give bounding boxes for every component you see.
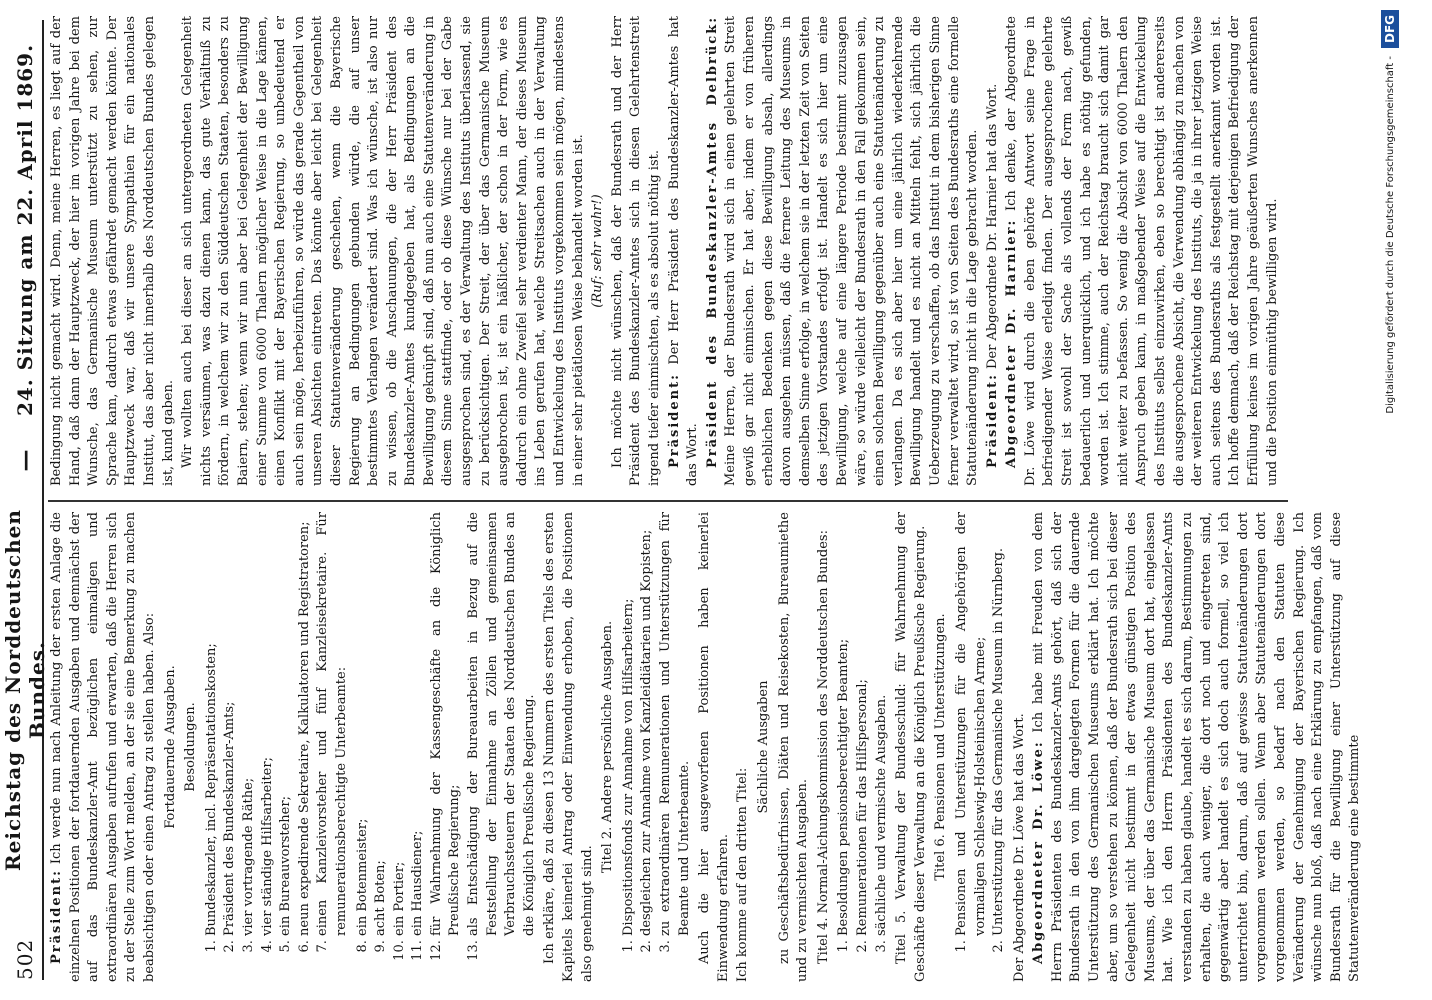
speech-text: Der Herr Präsident des Bundeskanzler-Amtes hat das Wort. xyxy=(666,16,701,486)
numbered-list xyxy=(203,512,352,982)
numbered-list xyxy=(835,512,891,982)
list-item: 2. desgleichen zur Annahme von Kanzleidiätarien und Kopisten; xyxy=(638,512,657,936)
page-number: 502 xyxy=(13,938,37,980)
list-item: 6. neun expedirende Sekretaire, Kalkulatoren und Registratoren; xyxy=(296,512,315,936)
column-divider xyxy=(48,500,1288,502)
speaker-name: Präsident: xyxy=(49,869,64,964)
digitization-note: Digitalisierung gefördert durch die Deutsche Forschungsgemeinschaft - xyxy=(1384,56,1396,414)
numbered-list xyxy=(953,512,1009,982)
list-item: 2. Remunerationen für das Hilfspersonal; xyxy=(854,512,873,936)
section-heading: Titel 2. Andere persönliche Ausgaben. xyxy=(600,620,616,874)
stage-direction: (Ruf: sehr wahr!) xyxy=(590,194,606,308)
list-item: 3. sächliche und vermischte Ausgaben. xyxy=(873,512,892,936)
speech-text: Ich werde nun nach Anleitung der ersten Anlage die einzelnen Positionen der fortdauernden Ausgaben und demnächst der auf das Bundeskanzler-Amt bezüglichen einmaligen und extraordinären Ausgaben aufrufen und erwarten, daß die Herren sich zu der Stelle zum Wort melden, an der sie eine Bemerkung zu machen beabsichtigen oder einen Antrag zu stellen haben. Also: xyxy=(49,511,157,982)
paragraph xyxy=(666,16,703,486)
list-item: 1. Bundeskanzler, incl. Repräsentationskosten; xyxy=(203,512,222,936)
paragraph: Wir wollten auch bei dieser an sich untergeordneten Gelegenheit nichts versäumen, was dazu dienen kann, das gute Verhältniß zu fördern, in welchem wir zu den Süddeutschen Staaten, besonders zu Baiern, stehen; wenn wir nun aber bei Gelegenheit der Bewilligung einer Summe von 6000 Thalern möglicher Weise in die Lage kämen, einen Konflikt mit der Bayerischen Regierung, so unbedeutend er auch sein möge, herbeizuführen, so würde das gerade Gegentheil von unseren Absichten eintreten. Das könnte aber leicht bei Gelegenheit dieser Statutenveränderung geschehen, wenn die Bayerische Regierung an Bedingungen gebunden würde, die auf unser bestimmtes Verlangen verändert sind. Was ich wünsche, ist also nur zu wissen, ob die Anschauungen, die der Herr Präsident des Bundeskanzler-Amtes kundgegeben hat, als Bedingungen an die Bewilligung geknüpft sind, daß nun auch eine Statutenveränderung in diesem Sinne stattfinde, oder ob diese Wünsche nur bei der Gabe ausgesprochen sind, es der Verwaltung des Instituts überlassend, sie zu berücksichtigen. Der Streit, der über das Germanische Museum ausgebrochen ist, ist ein häßlicher, der schon in der Form, wie es dadurch ein ohne Zweifel sehr verdienter Mann, der dieses Museum ins Leben gerufen hat, welche Streitsachen auch in der Verwaltung und Entwickelung des Instituts vorgekommen sein mögen, mindestens in einer sehr pietätlosen Weise behandelt worden ist. xyxy=(180,16,586,486)
list-item: 5. ein Bureauvorsteher; xyxy=(277,512,296,936)
paragraph: Titel 5. Verwaltung der Bundesschuld: für Wahrnehmung der Geschäfte dieser Verwaltung an die Königlich Preußische Regierung. xyxy=(894,512,928,982)
paragraph: Ich möchte nicht wünschen, daß der Bundesrath und der Herr Präsident des Bundeskanzler-Amtes sich in diesen Gelehrtenstreit irgend tiefer einmischten, als es absolut nöthig ist. xyxy=(609,16,662,486)
session-title: 24. Sitzung am 22. April 1869. xyxy=(13,43,37,417)
list-item: 7. einen Kanzleivorsteher und fünf Kanzleisekretaire. Für remunerationsberechtigte Unterbeamte: xyxy=(314,512,351,936)
speaker-name: Abgeordneter Dr. Löwe: xyxy=(1031,740,1047,964)
speaker-name: Abgeordneter Dr. Harnier: xyxy=(1004,218,1020,468)
list-item: 9. acht Boten; xyxy=(372,512,391,936)
speaker-name: Präsident: xyxy=(666,373,682,468)
speech-text: Der Abgeordnete Dr. Harnier hat das Wort. xyxy=(984,83,1000,369)
paragraph: Ich komme auf den dritten Titel: xyxy=(735,767,751,982)
list-item: 11. ein Hausdiener; xyxy=(409,512,428,936)
list-item: 2. Unterstützung für das Germanische Museum in Nürnberg. xyxy=(990,512,1009,936)
speaker-name: Präsident: xyxy=(984,373,1000,468)
digitization-credit xyxy=(1360,10,1420,990)
list-item: 1. Pensionen und Unterstützungen für die Angehörigen der vormaligen Schleswig-Holsteinischen Armee; xyxy=(953,512,990,936)
paragraph: Ich erkläre, daß zu diesen 13 Nummern des ersten Titels des ersten Kapitels keinerlei Antrag oder Einwendung erhoben, die Positionen also genehmigt sind. xyxy=(542,512,595,982)
section-heading: Titel 4. Normal-Aichungskommission des Norddeutschen Bundes: xyxy=(815,530,831,964)
list-item: 13. als Entschädigung der Bureauarbeiten in Bezug auf die Feststellung der Einnahme an Zöllen und gemeinsamen Verbrauchssteuern der Staaten des Norddeutschen Bundes an die Königlich Preußische Regierung. xyxy=(465,512,539,936)
dfg-logo: DFG xyxy=(1381,10,1399,48)
section-heading: Titel 6. Pensionen und Unterstützungen. xyxy=(933,613,949,881)
paragraph xyxy=(704,16,983,486)
paragraph: Bedingung nicht gemacht wird. Denn, meine Herren, es liegt auf der Hand, daß dann der Hauptzweck, der hier im vorigen Jahre bei dem Wunsche, das Germanische Museum unterstützt zu sehen, zur Sprache kam, dadurch etwas gefährdet gemacht werden könnte. Der Hauptzweck war, daß wir unsere Sympathien für ein nationales Institut, das aber nicht innerhalb des Norddeutschen Bundes gelegen ist, kund gaben. xyxy=(49,16,176,486)
list-item: 12. für Wahrnehmung der Kassengeschäfte an die Königlich Preußische Regierung; xyxy=(428,512,465,936)
paragraph: zu Geschäftsbedürfnissen, Diäten und Reisekosten, Bureaumiethe und zu vermischten Ausgaben. xyxy=(776,512,811,982)
numbered-list xyxy=(620,512,694,982)
running-header xyxy=(1,20,49,980)
speech-text: Ich denke, der Abgeordnete Dr. Löwe wird durch die eben gehörte Antwort seine Frage in befriedigender Weise erledigt finden. Der ausgesprochene gelehrte Streit ist sowohl der Sache als vollends der Form nach, gewiß bedauerlich und unerquicklich, und ich habe es nöthig gefunden, worden ist. Ich stimme, auch der Reichstag braucht sich damit gar nicht weiter zu befassen. So wenig die Absicht von 6000 Thalern den Anspruch geben kann, in maßgebender Weise auf die Entwickelung des Instituts selbst einzuwirken, eben so berechtigt ist andererseits die ausgesprochene Absicht, die Verwendung abhängig zu machen von der weiteren Entwickelung des Instituts, die ja in ihrer jetzigen Weise auch seitens des Bundesraths als festgestellt anerkannt worden ist. Ich hoffe demnach, daß der Reichstag mit derjenigen Befriedigung der Erfüllung keines im vorigen Jahre geäußerten Wunsches anerkennen und die Position einmüthig bewilligen wird. xyxy=(1004,16,1280,486)
subsection-heading: Besoldungen. xyxy=(183,702,199,792)
paragraph xyxy=(1030,512,1365,982)
paragraph: Auch die hier ausgeworfenen Positionen haben keinerlei Einwendung erfahren. xyxy=(697,512,731,982)
speech-text: Ich habe mit Freuden von dem Herrn Präsidenten des Bundeskanzler-Amts gehört, daß sich der Bundesrath in den von ihm dargelegten Formen für die dauernde Unterstützung des Germanischen Museums erklärt hat. Ich möchte aber, um so verstehen zu können, daß der Bundesrath sich bei dieser Gelegenheit nicht bestimmt in der etwas günstigen Position des Museums, der über das Germanische Museum dort hat, eingelassen hat. Wie ich den Herrn Präsidenten des Bundeskanzler-Amts verstanden zu haben glaube, handelt es sich darum, Bestimmungen zu erhalten, die auch weniger, die dort noch und eingetreten sind, gegenwärtig aber handelt es sich doch auch formell, so viel ich unterrichtet bin, darum, daß auf gewisse Statutenänderungen dort vorgenommen werden sollen. Wenn aber Statutenänderungen dort vorgenommen werden, so bedarf nach den Statuten diese Veränderung der Genehmigung der Bayerischen Regierung. Ich wünsche nun bloß, daß nach eine Erklärung zu empfangen, daß vom Bundesrath für die Bewilligung einer Unterstützung auf diese Statutenveränderung eine bestimmte xyxy=(1031,512,1363,982)
list-item: 3. zu extraordinären Remunerationen und Unterstützungen für Beamte und Unterbeamte. xyxy=(657,512,694,936)
paragraph xyxy=(984,16,1003,486)
list-item: 2. Präsident des Bundeskanzler-Amts; xyxy=(221,512,240,936)
paragraph: Der Abgeordnete Dr. Löwe hat das Wort. xyxy=(1011,713,1027,982)
numbered-list xyxy=(354,512,540,982)
list-item: 1. Dispositionsfonds zur Annahme von Hilfsarbeitern; xyxy=(620,512,639,936)
section-heading: Fortdauernde Ausgaben. xyxy=(162,665,178,829)
publication-title: Reichstag des Norddeutschen Bundes. xyxy=(1,509,49,871)
speech-text: Meine Herren, der Bundesrath wird sich in einen gelehrten Streit gewiß gar nicht einmischen. Er hat aber, indem er von früheren erheblichen Bedenken gegen diese Bewilligung absah, allerdings davon ausgehen müssen, daß die fernere Leitung des Museums in demselben Sinne erfolge, in welchem sie in der letzten Zeit von Seiten des jetzigen Vorstandes erfolgt ist. Handelt es sich hier um eine Bewilligung, welche auf eine längere Periode bestimmt zuzusagen wäre, so würde vielleicht der Bundesrath in den Fall gekommen sein, einen solchen Bewilligung gegenüber auch eine Statutenänderung zu verlangen. Da es sich aber hier um eine jährlich wiederkehrende Bewilligung handelt und es nicht an Mitteln fehlt, sich jährlich die Ueberzeugung zu verschaffen, ob das Institut in dem bisherigen Sinne ferner verwaltet wird, so ist von Seiten des Bundesraths eine formelle Statutenänderung nicht in die Lage gebracht worden. xyxy=(723,16,981,486)
list-item: 3. vier vortragende Räthe; xyxy=(240,512,259,936)
list-item: 10. ein Portier; xyxy=(391,512,410,936)
left-column xyxy=(48,511,1363,982)
paragraph xyxy=(1003,16,1282,486)
section-heading: Sächliche Ausgaben xyxy=(755,680,771,814)
speaker-name: Präsident des Bundeskanzler-Amtes Delbrück: xyxy=(704,16,720,468)
list-item: 8. ein Botenmeister; xyxy=(354,512,373,936)
list-item: 4. vier ständige Hilfsarbeiter; xyxy=(259,512,278,936)
header-dash: — xyxy=(12,448,38,472)
right-column xyxy=(48,16,1278,486)
list-item: 1. Besoldungen pensionsberechtigter Beamten; xyxy=(835,512,854,936)
paragraph xyxy=(48,512,160,982)
